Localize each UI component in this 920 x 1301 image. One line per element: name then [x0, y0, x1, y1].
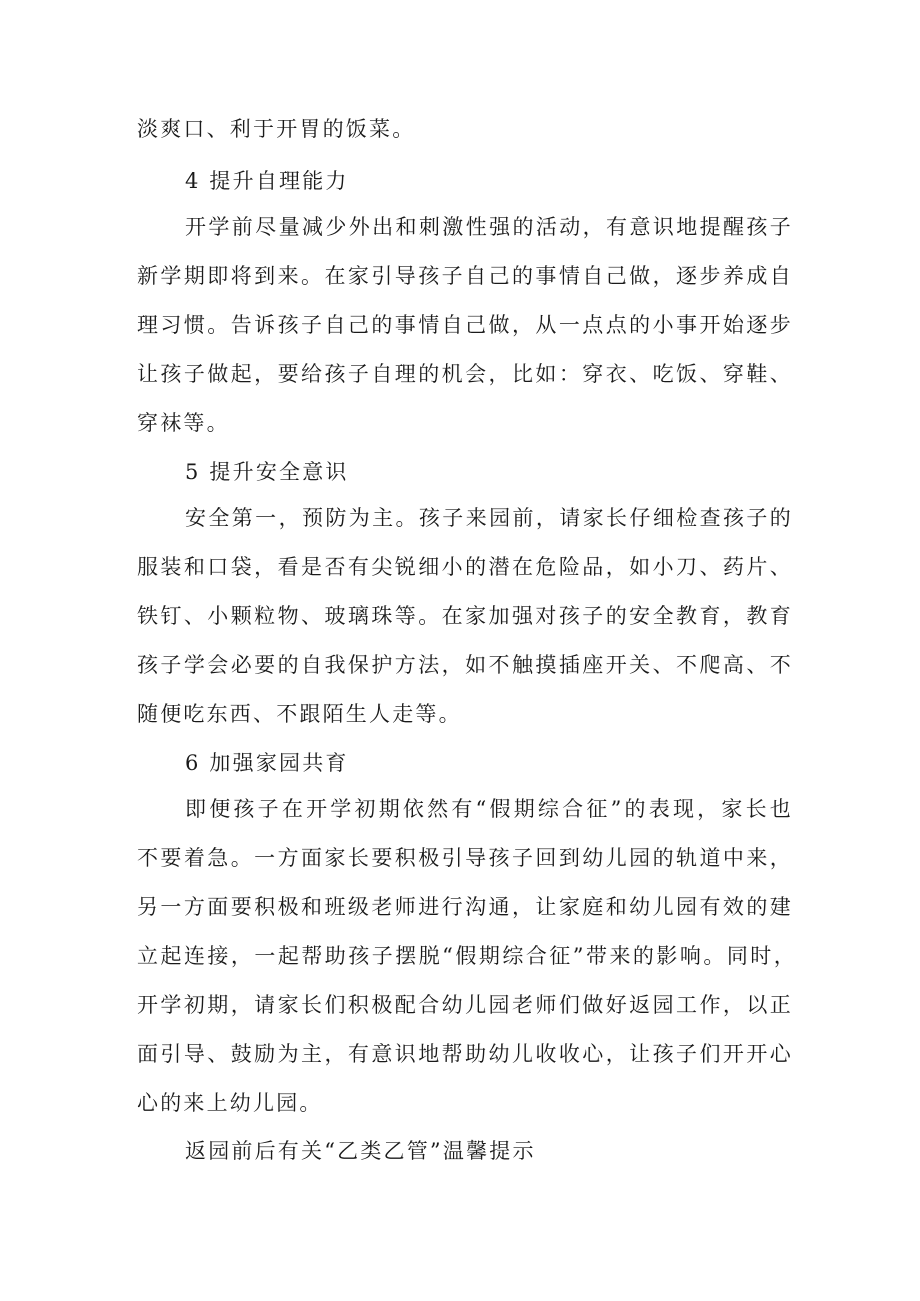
section-heading-5: 5 提升安全意识	[185, 460, 349, 484]
text-line-5: 理习惯。告诉孩子自己的事情自己做，从一点点的小事开始逐步	[137, 313, 793, 337]
text-line-11: 铁钉、小颗粒物、玻璃珠等。在家加强对孩子的安全教育，教育	[137, 604, 793, 628]
text-line-21: 心的来上幼儿园。	[137, 1091, 323, 1115]
text-line-19: 开学初期，请家长们积极配合幼儿园老师们做好返园工作，以正	[137, 993, 793, 1017]
section-heading-6: 6 加强家园共育	[185, 751, 349, 775]
text-line-18: 立起连接，一起帮助孩子摆脱“假期综合征”带来的影响。同时，	[137, 944, 797, 968]
text-line-6: 让孩子做起，要给孩子自理的机会，比如：穿衣、吃饭、穿鞋、	[137, 362, 793, 386]
text-line-15: 即便孩子在开学初期依然有“假期综合征”的表现，家长也	[185, 797, 793, 821]
text-line-3: 开学前尽量减少外出和刺激性强的活动，有意识地提醒孩子	[185, 215, 793, 239]
text-line-13: 随便吃东西、不跟陌生人走等。	[137, 702, 462, 726]
text-line-9: 安全第一，预防为主。孩子来园前，请家长仔细检查孩子的	[185, 506, 793, 530]
text-line-12: 孩子学会必要的自我保护方法，如不触摸插座开关、不爬高、不	[137, 653, 793, 677]
section-heading-4: 4 提升自理能力	[185, 169, 349, 193]
section-heading-notice: 返园前后有关“乙类乙管”温馨提示	[185, 1139, 536, 1163]
text-line-4: 新学期即将到来。在家引导孩子自己的事情自己做，逐步养成自	[137, 264, 793, 288]
text-line-10: 服装和口袋，看是否有尖锐细小的潜在危险品，如小刀、药片、	[137, 555, 793, 579]
text-line-20: 面引导、鼓励为主，有意识地帮助幼儿收收心，让孩子们开开心	[137, 1042, 793, 1066]
text-line-16: 不要着急。一方面家长要积极引导孩子回到幼儿园的轨道中来，	[137, 846, 793, 870]
text-line-7: 穿袜等。	[137, 411, 230, 435]
text-line-17: 另一方面要积极和班级老师进行沟通，让家庭和幼儿园有效的建	[137, 895, 793, 919]
text-line-1: 淡爽口、利于开胃的饭菜。	[137, 117, 416, 141]
